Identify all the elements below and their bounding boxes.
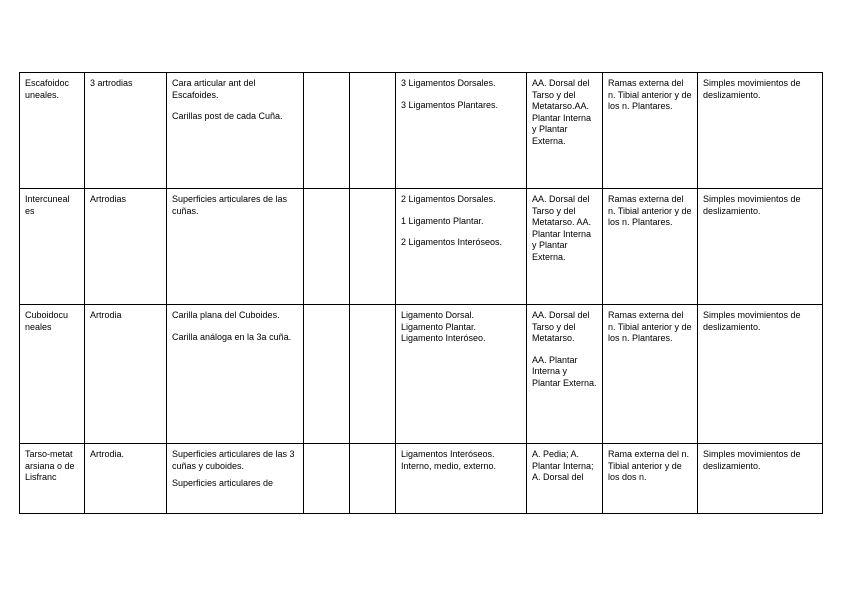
surface-text: Superficies articulares de <box>172 478 274 489</box>
ligament-text: 2 Ligamentos Dorsales. <box>401 194 496 204</box>
surfaces-cell <box>167 189 304 305</box>
arteries-cell: AA. Dorsal del Tarso y del Metatarso.AA. Plantar Interna y Plantar Externa. <box>527 73 603 189</box>
arteries-cell: AA. Dorsal del Tarso y del Metatarso. AA. Plantar Interna y Plantar Externa. <box>527 189 603 305</box>
joints-table <box>19 72 823 514</box>
ligament-text: Ligamento Plantar. <box>401 321 477 332</box>
table-row <box>20 189 823 305</box>
surface-text: Carilla plana del Cuboides. <box>172 310 280 320</box>
surface-text: Superficies articulares de las 3 cuñas y cuboides. <box>172 449 298 471</box>
surfaces-cell <box>167 305 304 444</box>
ligament-text: Ligamentos Interóseos. Interno, medio, externo. <box>401 449 498 471</box>
ligaments-cell <box>396 73 527 189</box>
ligaments-cell <box>396 444 527 514</box>
empty-cell <box>350 189 396 305</box>
joint-type-cell: Artrodia. <box>85 444 167 514</box>
ligaments-cell <box>396 189 527 305</box>
table-row <box>20 444 823 514</box>
table-row <box>20 73 823 189</box>
empty-cell <box>350 444 396 514</box>
ligament-text: Ligamento Dorsal. <box>401 310 475 320</box>
ligaments-cell <box>396 305 527 444</box>
artery-text: AA. Dorsal del Tarso y del Metatarso. <box>532 310 592 344</box>
ligament-text: Ligamento Interóseo. <box>401 333 486 344</box>
empty-cell <box>304 444 350 514</box>
empty-cell <box>304 189 350 305</box>
joint-type-cell: Artrodias <box>85 189 167 305</box>
empty-cell <box>350 73 396 189</box>
surface-text: Carilla análoga en la 3a cuña. <box>172 331 292 342</box>
table-row <box>20 305 823 444</box>
ligament-text: 1 Ligamento Plantar. <box>401 215 484 226</box>
joint-name-cell: Tarso-metat arsiana o de Lisfranc <box>20 444 85 514</box>
surface-text: Superficies articulares de las cuñas. <box>172 194 290 216</box>
artery-text: AA. Plantar Interna y Plantar Externa. <box>532 354 597 388</box>
movements-cell: Simples movimientos de deslizamiento. <box>698 444 823 514</box>
nerves-cell: Ramas externa del n. Tibial anterior y de los n. Plantares. <box>603 305 698 444</box>
ligament-text: 2 Ligamentos Interóseos. <box>401 237 503 248</box>
ligament-text: 3 Ligamentos Dorsales. <box>401 78 496 88</box>
empty-cell <box>350 305 396 444</box>
joint-type-cell: 3 artrodias <box>85 73 167 189</box>
nerves-cell: Ramas externa del n. Tibial anterior y de los n. Plantares. <box>603 189 698 305</box>
empty-cell <box>304 73 350 189</box>
movements-cell: Simples movimientos de deslizamiento. <box>698 73 823 189</box>
arteries-cell <box>527 305 603 444</box>
joint-type-cell: Artrodia <box>85 305 167 444</box>
ligament-text: 3 Ligamentos Plantares. <box>401 99 499 110</box>
nerves-cell: Rama externa del n. Tibial anterior y de los dos n. <box>603 444 698 514</box>
movements-cell: Simples movimientos de deslizamiento. <box>698 305 823 444</box>
surfaces-cell <box>167 444 304 514</box>
nerves-cell: Ramas externa del n. Tibial anterior y de los n. Plantares. <box>603 73 698 189</box>
surface-text: Carillas post de cada Cuña. <box>172 111 283 122</box>
movements-cell: Simples movimientos de deslizamiento. <box>698 189 823 305</box>
arteries-cell: A. Pedia; A. Plantar Interna; A. Dorsal del <box>527 444 603 514</box>
joint-name-cell: Intercuneal es <box>20 189 85 305</box>
empty-cell <box>304 305 350 444</box>
surface-text: Cara articular ant del Escafoides. <box>172 78 259 100</box>
joint-name-cell: Escafoidoc uneales. <box>20 73 85 189</box>
joint-name-cell: Cuboidocu neales <box>20 305 85 444</box>
surfaces-cell <box>167 73 304 189</box>
